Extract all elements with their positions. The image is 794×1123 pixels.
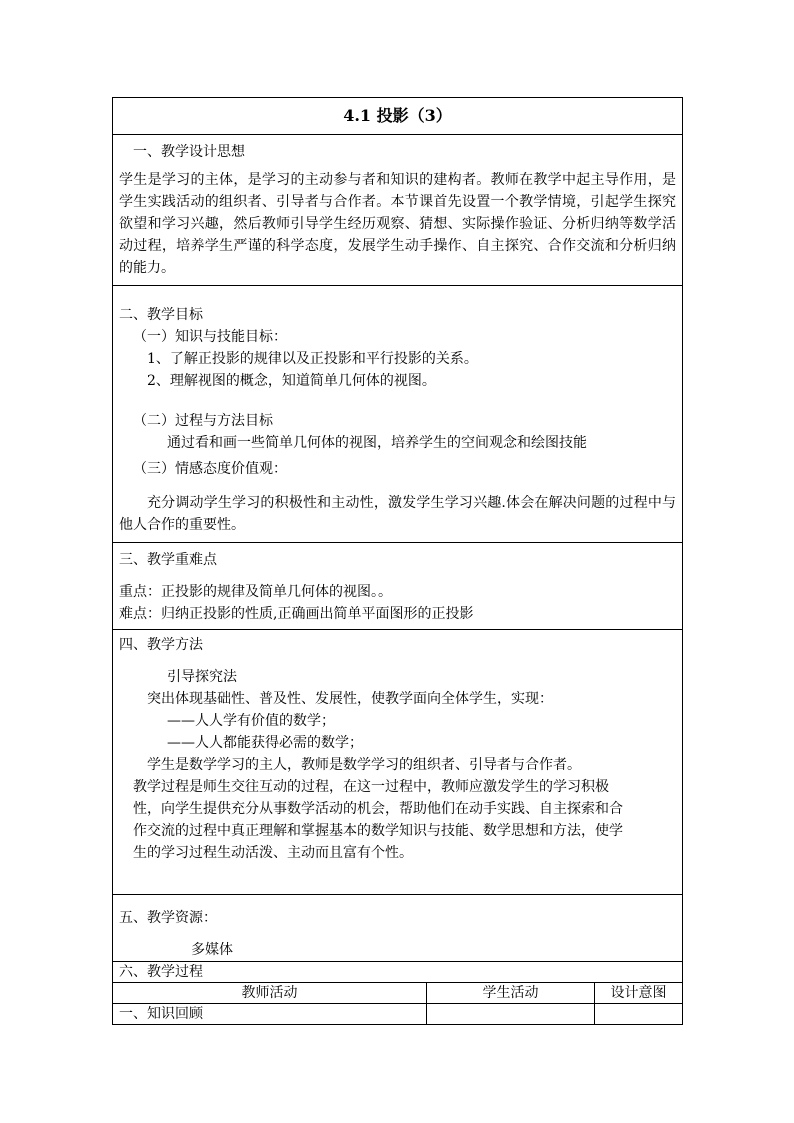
section4-method: 引导探究法 xyxy=(167,669,237,685)
title-row xyxy=(113,98,683,135)
section1-heading: 一、教学设计思想 xyxy=(133,144,245,160)
section4-line4: 学生是数学学习的主人，教师是数学学习的组织者、引导者与合作者。 xyxy=(147,757,581,773)
section-teaching-process xyxy=(113,962,683,983)
lesson-plan-page xyxy=(112,97,682,1025)
section-teaching-goals xyxy=(113,286,683,543)
section-teaching-resources xyxy=(113,895,683,962)
section2-sub2: （二）过程与方法目标 xyxy=(133,413,273,429)
col-student-activity: 学生活动 xyxy=(427,983,595,1004)
section6-heading: 六、教学过程 xyxy=(113,962,683,983)
section2-item1: 1、了解正投影的规律以及正投影和平行投影的关系。 xyxy=(147,351,478,367)
section4-line5: 教学过程是师生交往互动的过程，在这一过程中，教师应激发学生的学习积极性，向学生提供充分从事数学活动的机会，帮助他们在动手实践、自主探索和合作交流的过程中真正理解和掌握基本的数学知识与技能、数学思想和方法，使学生的学习过程生动活泼、主动而且富有个性。 xyxy=(133,779,623,861)
section4-line1: 突出体现基础性、普及性、发展性，使教学面向全体学生，实现： xyxy=(147,691,553,707)
col-design-intent: 设计意图 xyxy=(595,983,683,1004)
lesson-plan-table xyxy=(112,97,683,1025)
section2-sub3: （三）情感态度价值观： xyxy=(133,461,287,477)
document-title: 4.1 投影（3） xyxy=(113,98,683,135)
section4-line3: ——人人都能获得必需的数学； xyxy=(167,735,363,751)
section2-item2: 2、理解视图的概念，知道简单几何体的视图。 xyxy=(147,373,436,389)
section3-key: 重点：正投影的规律及简单几何体的视图。。 xyxy=(119,584,392,600)
section-design-thinking xyxy=(113,135,683,286)
section1-body: 学生是学习的主体，是学习的主动参与者和知识的建构者。教师在教学中起主导作用，是学生实践活动的组织者、引导者与合作者。本节课首先设置一个教学情境，引起学生探究欲望和学习兴趣，然后教师引导学生经历观察、猜想、实际操作验证、分析归纳等数学活动过程，培养学生严谨的科学态度，发展学生动手操作、自主探究、合作交流和分析归纳的能力。 xyxy=(119,172,676,276)
section2-sub2-body: 通过看和画一些简单几何体的视图，培养学生的空间观念和绘图技能 xyxy=(167,435,587,451)
section3-difficulty: 难点：归纳正投影的性质,正确画出简单平面图形的正投影 xyxy=(119,606,474,622)
section2-sub3-body: 充分调动学生学习的积极性和主动性，激发学生学习兴趣.体会在解决问题的过程中与他人合作的重要性。 xyxy=(119,495,676,533)
process-header-row xyxy=(113,983,683,1004)
section2-heading: 二、教学目标 xyxy=(119,307,203,323)
section5-resource: 多媒体 xyxy=(191,942,233,958)
row-knowledge-review-student xyxy=(427,1004,595,1025)
section-teaching-method xyxy=(113,630,683,895)
row-knowledge-review: 一、知识回顾 xyxy=(113,1004,427,1025)
col-teacher-activity: 教师活动 xyxy=(113,983,427,1004)
section2-sub1: （一）知识与技能目标： xyxy=(133,329,287,345)
section-key-difficult xyxy=(113,543,683,630)
section4-line2: ——人人学有价值的数学； xyxy=(167,713,335,729)
section5-heading: 五、教学资源： xyxy=(119,910,217,926)
section4-heading: 四、教学方法 xyxy=(119,637,203,653)
section3-heading: 三、教学重难点 xyxy=(119,552,217,568)
row-knowledge-review-intent xyxy=(595,1004,683,1025)
process-row-review xyxy=(113,1004,683,1025)
